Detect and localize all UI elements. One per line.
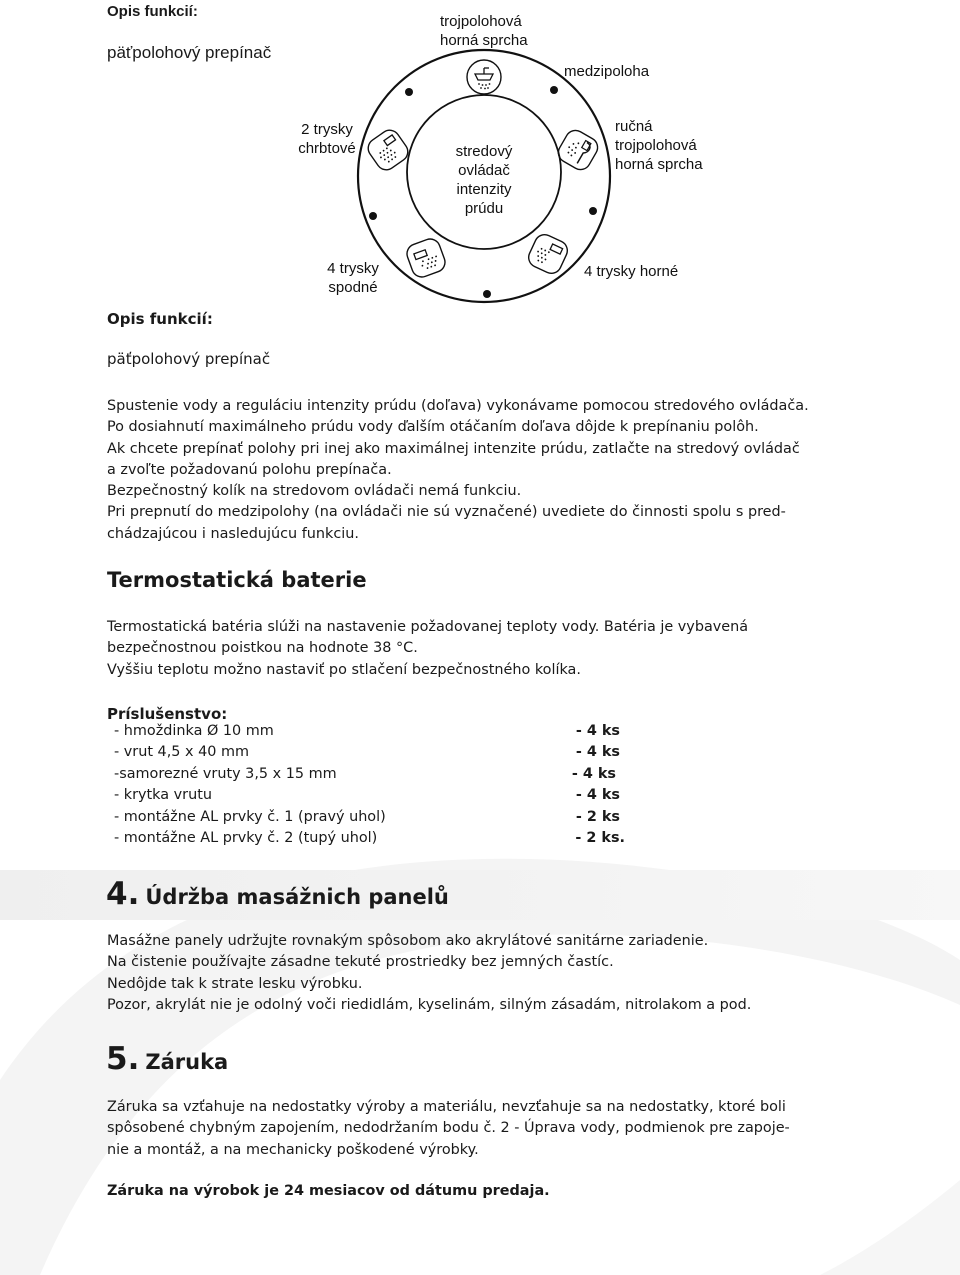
accessory-name: - krytka vrutu bbox=[114, 787, 212, 804]
section-4-heading bbox=[106, 876, 449, 912]
function-subheading: päťpolohový prepínač bbox=[107, 350, 271, 368]
list-item bbox=[114, 809, 634, 830]
bottom-jets-icon bbox=[404, 236, 448, 280]
list-item bbox=[114, 766, 634, 787]
accessories-list bbox=[114, 723, 634, 851]
section-number: 5. bbox=[106, 1041, 140, 1077]
thermo-description: Termostatická batéria slúži na nastavenie požadovanej teploty vody. Batéria je vybavená bezpečnostnou poistkou na hodnote 38 °C. Vyššiu teplotu možno nastaviť po stlačení bezpečnostného kolíka. bbox=[107, 619, 749, 678]
thermo-heading: Termostatická baterie bbox=[107, 568, 367, 592]
section-title: Údržba masážnich panelů bbox=[145, 885, 449, 909]
accessory-qty: - 4 ks bbox=[575, 723, 620, 739]
position-dot bbox=[405, 88, 413, 96]
accessories-title: Príslušenstvo: bbox=[107, 705, 228, 723]
function-description: Spustenie vody a reguláciu intenzity prúdu (doľava) vykonávame pomocou stredového ovládača. Po dosiahnutí maximálneho prúdu vody ďalším otáčaním doľava dôjde k prepínaniu polôh. Ak chcete prepínať polohy pri inej ako maximálnej intenzite prúdu, zatlačte na stredový ovládač a zvoľte požadovanú polohu prepínača. Bezpečnostný kolík na stredovom ovládači nemá funkciu. Pri prepnutí do medzipolohy (na ovládači nie sú vyznačené) uvediete do činnosti spolu s pred- chádzajúcou i nasledujúcu funkciu. bbox=[107, 398, 809, 542]
accessory-name: - montážne AL prvky č. 2 (tupý uhol) bbox=[114, 829, 378, 846]
section-title: Záruka bbox=[145, 1050, 229, 1074]
diagram-heading: Opis funkcií: bbox=[107, 3, 198, 20]
accessory-name: - vrut 4,5 x 40 mm bbox=[114, 744, 250, 761]
label-top-jets: 4 trysky horné bbox=[584, 263, 679, 280]
list-item bbox=[114, 723, 634, 744]
position-dot bbox=[589, 207, 597, 215]
warranty-note: Záruka na výrobok je 24 mesiacov od dátumu predaja. bbox=[107, 1183, 550, 1199]
overhead-shower-icon bbox=[467, 60, 501, 94]
accessory-qty: - 4 ks bbox=[575, 787, 620, 804]
section-5-text: Záruka sa vzťahuje na nedostatky výroby a materiálu, nevzťahuje sa na nedostatky, ktoré boli spôsobené chybným zapojením, nedodržaním bodu č. 2 - Úprava vody, podmienok pre zapoje- nie a montáž, a na mechanicky poškodené výrobky. bbox=[107, 1099, 790, 1158]
accessory-qty: - 4 ks bbox=[575, 744, 620, 761]
label-bottom-jets: 4 trysky spodné bbox=[327, 260, 379, 296]
section-number: 4. bbox=[106, 876, 140, 912]
label-overhead-shower: trojpolohová horná sprcha bbox=[440, 13, 528, 49]
section-4-text: Masážne panely udržujte rovnakým spôsobom ako akrylátové sanitárne zariadenie. Na čistenie používajte zásadne tekuté prostriedky bez jemných častíc. Nedôjde tak k strate lesku výrobku. Pozor, akrylát nie je odolný voči riedidlám, kyselinám, silným zásadám, nitrolakom a pod. bbox=[107, 933, 752, 1013]
accessory-name: - hmoždinka Ø 10 mm bbox=[114, 723, 274, 739]
label-center-knob: stredový ovládač intenzity prúdu bbox=[455, 143, 513, 217]
hand-shower-icon bbox=[555, 127, 601, 173]
back-jets-icon bbox=[364, 126, 411, 173]
accessory-qty: - 2 ks. bbox=[575, 829, 625, 846]
accessory-name: - montážne AL prvky č. 1 (pravý uhol) bbox=[114, 808, 386, 825]
label-hand-shower: ručná trojpolohová horná sprcha bbox=[615, 118, 703, 173]
position-dot bbox=[369, 212, 377, 220]
label-intermediate-position: medzipoloha bbox=[564, 63, 650, 80]
accessory-qty: - 2 ks bbox=[575, 808, 620, 825]
accessory-name: -samorezné vruty 3,5 x 15 mm bbox=[114, 765, 337, 782]
label-back-jets: 2 trysky chrbtové bbox=[298, 121, 356, 157]
position-dot bbox=[550, 86, 558, 94]
list-item bbox=[114, 787, 634, 808]
list-item bbox=[114, 744, 634, 765]
section-5-heading bbox=[106, 1041, 228, 1077]
diagram-subheading: päťpolohový prepínač bbox=[107, 43, 272, 62]
accessory-qty: - 4 ks bbox=[571, 765, 616, 782]
top-jets-icon bbox=[525, 231, 570, 276]
position-dot bbox=[483, 290, 491, 298]
function-heading: Opis funkcií: bbox=[107, 310, 213, 328]
list-item bbox=[114, 830, 634, 851]
